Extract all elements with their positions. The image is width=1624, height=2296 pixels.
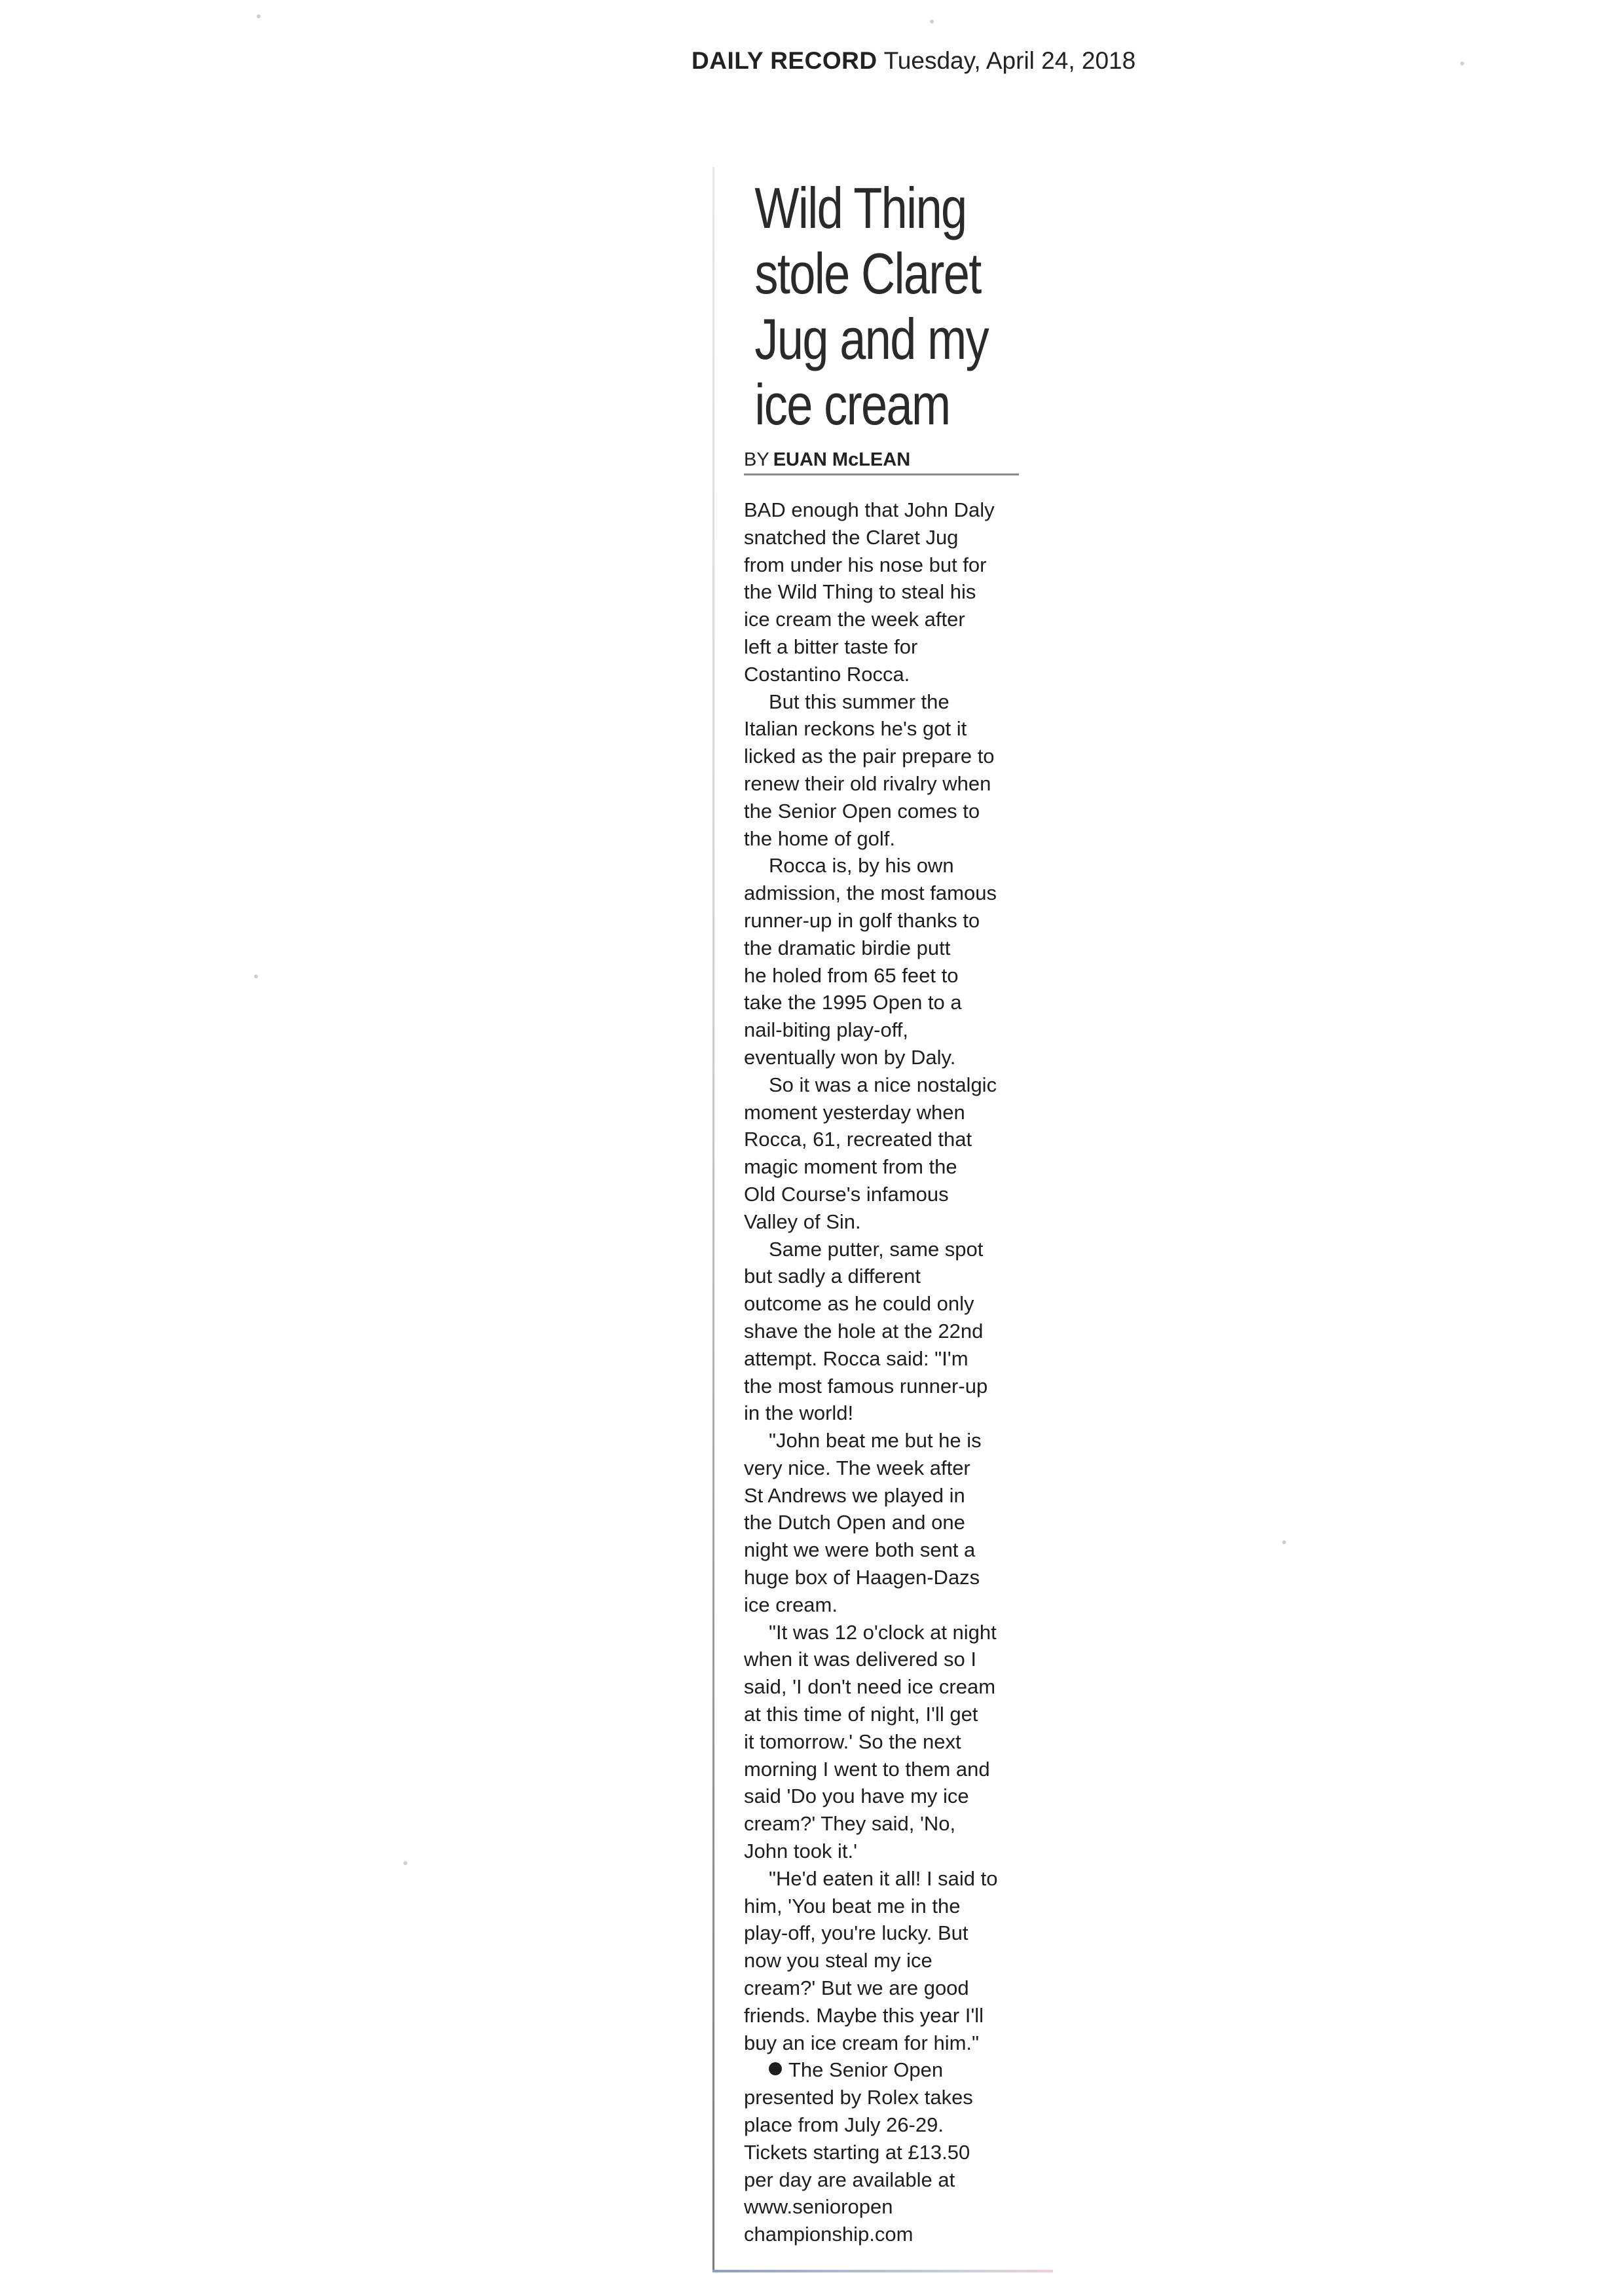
paragraph: "It was 12 o'clock at night when it was delivered so I said, 'I don't need ice cream at this time of night, I'll get it tomorrow.' So the next morning I went to them and said 'Do you have my ice cream?' They said, 'No, John took it.' (744, 1620, 997, 1863)
publication-date: Tuesday, April 24, 2018 (883, 47, 1136, 74)
paragraph: So it was a nice nostalgic moment yesterday when Rocca, 61, recreated that magic moment from the Old Course's infamous Valley of Sin. (744, 1073, 997, 1233)
paragraph: "He'd eaten it all! I said to him, 'You beat me in the play-off, you're lucky. But now you steal my ice cream?' But we are good friends. Maybe this year I'll buy an ice cream for him." (744, 1866, 998, 2054)
scan-speck (1282, 1540, 1286, 1544)
paragraph: "John beat me but he is very nice. The week after St Andrews we played in the Dutch Open and one night we were both sent a huge box of Haagen-Dazs ice cream. (744, 1429, 982, 1616)
scan-speck (254, 974, 258, 978)
paragraph: But this summer the Italian reckons he's got it licked as the pair prepare to renew their old rivalry when the Senior Open comes to the home of golf. (744, 690, 995, 850)
byline-prefix: BY (744, 449, 769, 470)
article (744, 176, 1025, 2248)
headline: Wild Thing stole Claret Jug and my ice cream (754, 176, 989, 437)
scan-speck (257, 14, 261, 18)
byline-author: EUAN McLEAN (773, 449, 911, 470)
paragraph: Same putter, same spot but sadly a different outcome as he could only shave the hole at the 22nd attempt. Rocca said: "I'm the most famous runner-up in the world! (744, 1237, 988, 1425)
scan-speck (930, 20, 934, 24)
article-body (744, 496, 1025, 2248)
byline (744, 449, 1019, 475)
bullet-icon (769, 2062, 782, 2075)
paragraph: BAD enough that John Daly snatched the Claret Jug from under his nose but for the Wild Thing to steal his ice cream the week after left a bitter taste for Costantino Rocca. (744, 498, 995, 686)
scan-speck (403, 1861, 407, 1865)
paragraph: Rocca is, by his own admission, the most famous runner-up in golf thanks to the dramatic birdie putt he holed from 65 feet to take the 1995 Open to a nail-biting play-off, eventually won by Daly. (744, 854, 997, 1069)
newspaper-name: DAILY RECORD (692, 47, 877, 74)
column-rule (712, 167, 714, 2272)
footnote (744, 2056, 1025, 2248)
bottom-rule (712, 2270, 1053, 2272)
scan-speck (1460, 62, 1464, 65)
masthead (692, 47, 1135, 75)
footnote-text: The Senior Open presented by Rolex takes place from July 26-29. Tickets starting at £13.50 per day are available at www.senioropen championship.com (744, 2058, 973, 2246)
